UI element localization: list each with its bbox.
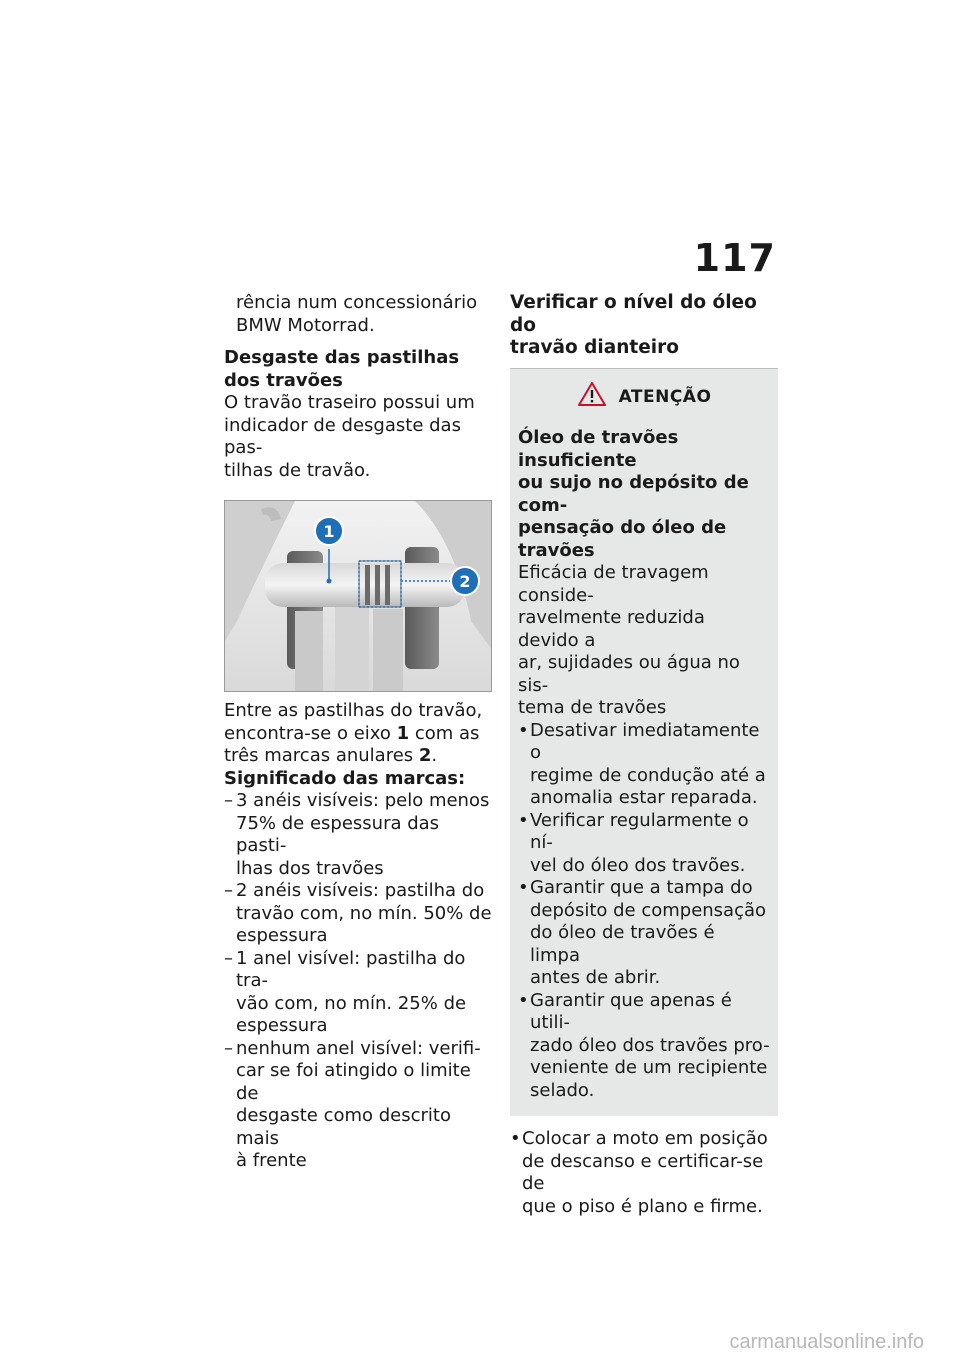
figure-caption-line-2: encontra-se o eixo 1 com as: [224, 722, 480, 744]
body-line-2: indicador de desgaste das pas-: [224, 414, 461, 458]
meaning-heading: Significado das marcas:: [224, 767, 466, 789]
dash-item-1: – 3 anéis visíveis: pelo menos 75% de espessura das pasti- lhas dos travões: [224, 790, 490, 879]
step-list: [510, 1128, 778, 1218]
warning-triangle-icon: [577, 381, 607, 414]
dash-item-4: – nenhum anel visível: verifi- car se foi atingido o limite de desgaste como descrito mais à frente: [224, 1037, 481, 1171]
ring-meaning-list: [224, 790, 494, 1173]
body-line-3: tilhas de travão.: [224, 459, 371, 481]
footer-watermark: carmanualsonline.info: [729, 1331, 924, 1353]
warning-bullet-list: [518, 720, 770, 1103]
intro-line-1: rência num concessionário: [236, 292, 478, 313]
right-column: [510, 292, 778, 1218]
warning-body-1: Eficácia de travagem conside-: [518, 562, 709, 606]
body-line-1: O travão traseiro possui um: [224, 392, 475, 413]
warning-bullet-3: • Garantir que a tampa do depósito de compensação do óleo de travões é limpa antes de abrir.: [518, 877, 767, 988]
figure-marker-1: 1: [323, 522, 335, 541]
warning-body-4: tema de travões: [518, 697, 667, 718]
warning-subheading-1: Óleo de travões insuficiente: [518, 427, 679, 471]
warning-box: [510, 369, 778, 1117]
warning-body-2: ravelmente reduzida devido a: [518, 607, 705, 651]
warning-bullet-4: • Garantir que apenas é utili- zado óleo dos travões pro- veniente de um recipiente selado.: [518, 989, 770, 1101]
brake-caliper-figure: [224, 500, 492, 692]
figure-caption-line-3: três marcas anulares 2.: [224, 745, 438, 766]
section-heading-oil-level-2: travão dianteiro: [510, 337, 679, 358]
warning-title: ATENÇÃO: [618, 386, 712, 407]
brake-caliper-illustration: [225, 501, 492, 692]
dash-item-2: – 2 anéis visíveis: pastilha do travão com, no mín. 50% de espessura: [224, 880, 492, 946]
section-heading-oil-level-1: Verificar o nível do óleo do: [510, 292, 757, 336]
warning-body-3: ar, sujidades ou água no sis-: [518, 652, 740, 696]
figure-marker-2: 2: [459, 572, 471, 591]
page-number: 117: [693, 236, 776, 280]
warning-bullet-1: • Desativar imediatamente o regime de condução até a anomalia estar reparada.: [518, 719, 766, 808]
section-heading-pad-wear: Desgaste das pastilhas dos travões: [224, 347, 460, 391]
warning-subheading-3: pensação do óleo de travões: [518, 517, 727, 561]
dash-item-3: – 1 anel visível: pastilha do tra- vão com, no mín. 25% de espessura: [224, 947, 467, 1036]
step-item-1: • Colocar a moto em posição de descanso e certificar-se de que o piso é plano e firme.: [510, 1128, 768, 1217]
intro-line-2: BMW Motorrad.: [236, 314, 375, 336]
warning-bullet-2: • Verificar regularmente o ní- vel do óleo dos travões.: [518, 809, 749, 876]
figure-caption-line-1: Entre as pastilhas do travão,: [224, 700, 483, 721]
left-column: [224, 292, 494, 1173]
warning-header: [518, 381, 770, 414]
warning-subheading-2: ou sujo no depósito de com-: [518, 472, 749, 516]
